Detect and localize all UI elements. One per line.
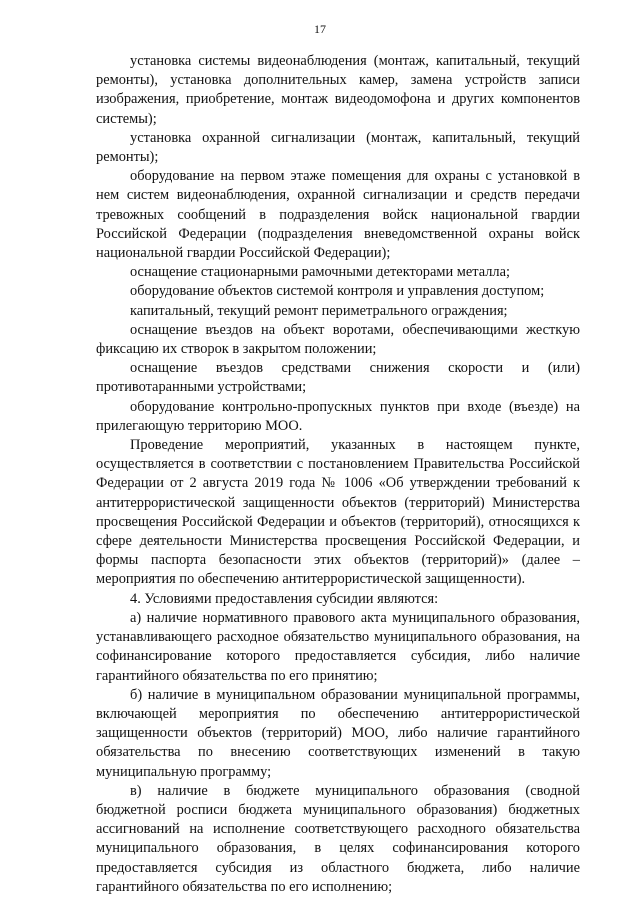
document-body xyxy=(96,52,580,897)
paragraph: оснащение въездов на объект воротами, обеспечивающими жесткую фиксацию их створок в закрытом положении; xyxy=(96,321,580,358)
paragraph: оборудование на первом этаже помещения для охраны с установкой в нем систем видеонаблюдения, охранной сигнализации и средств передачи тревожных сообщений в подразделения войск национальной гвардии Российской Федерации (подразделения вневедомственной охраны войск национальной гвардии Российской Федерации); xyxy=(96,168,580,262)
page-number: 17 xyxy=(314,22,326,36)
paragraph: а) наличие нормативного правового акта муниципального образования, устанавливающего расходное обязательство муниципального образования, на софинансирование которого предоставляется субсидия, либо наличие гарантийного обязательства по его принятию; xyxy=(96,609,580,684)
paragraph: в) наличие в бюджете муниципального образования (сводной бюджетной росписи бюджета муниципального образования) бюджетных ассигнований на исполнение соответствующего расходного обязательства муниципального образования, в целях софинансирования которого предоставляется субсидия из областного бюджета, либо наличие гарантийного обязательства по его исполнению; xyxy=(96,782,580,895)
paragraph: оборудование объектов системой контроля и управления доступом; xyxy=(130,283,545,300)
paragraph: установка охранной сигнализации (монтаж, капитальный, текущий ремонты); xyxy=(96,129,580,166)
paragraph: установка системы видеонаблюдения (монтаж, капитальный, текущий ремонты), установка дополнительных камер, замена устройств записи изображения, приобретение, монтаж видеодомофона и других компонентов системы); xyxy=(96,53,580,127)
paragraph: Проведение мероприятий, указанных в настоящем пункте, осуществляется в соответствии с постановлением Правительства Российской Федерации от 2 августа 2019 года № 1006 «Об утверждении требований к антитеррористической защищенности объектов (территорий) Министерства просвещения Российской Федерации и объектов (территорий), относящихся к сфере деятельности Министерства просвещения Российской Федерации, и формы паспорта безопасности этих объектов (территорий)» (далее – мероприятия по обеспечению антитеррористической защищенности). xyxy=(96,437,580,588)
paragraph: капитальный, текущий ремонт периметрального ограждения; xyxy=(130,302,508,319)
paragraph: оборудование контрольно-пропускных пунктов при входе (въезде) на прилегающую территорию МОО. xyxy=(96,398,580,434)
paragraph: оснащение стационарными рамочными детекторами металла; xyxy=(130,264,510,281)
paragraph: 4. Условиями предоставления субсидии являются: xyxy=(130,590,439,607)
paragraph: оснащение въездов средствами снижения скорости и (или) противотаранными устройствами; xyxy=(96,360,580,396)
paragraph: б) наличие в муниципальном образовании муниципальной программы, включающей мероприятия по обеспечению антитеррористической защищенности объектов (территорий) МОО, либо наличие гарантийного обязательства по внесению соответствующих изменений в такую муниципальную программу; xyxy=(96,686,580,780)
